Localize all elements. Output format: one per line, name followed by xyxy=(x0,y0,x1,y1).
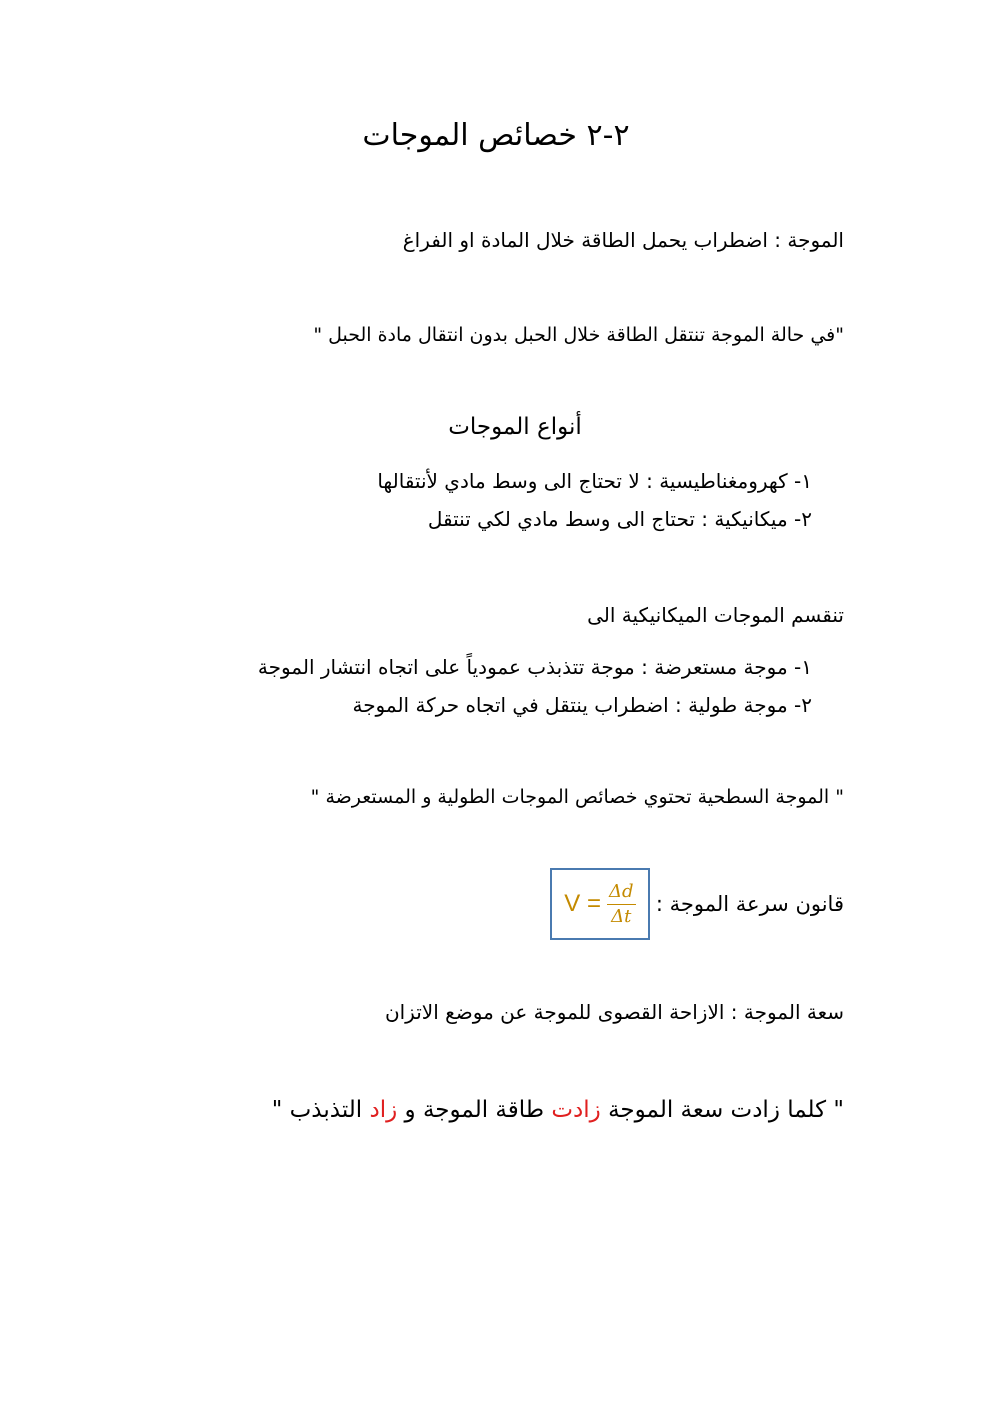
formula-numerator: Δd xyxy=(607,882,636,905)
quote-part-1: " كلما زادت سعة الموجة xyxy=(600,1097,844,1123)
wave-speed-law xyxy=(550,868,844,940)
wave-definition xyxy=(403,228,844,252)
speed-formula-box xyxy=(550,868,650,940)
mechanical-item-1: ١- موجة مستعرضة : موجة تتذبذب عمودياً على اتجاه انتشار الموجة xyxy=(257,655,812,679)
amplitude-energy-quote xyxy=(272,1097,844,1123)
quote-part-3: التذبذب " xyxy=(271,1097,370,1123)
quote-highlight-1: زادت xyxy=(551,1097,601,1123)
quote-highlight-2: زاد xyxy=(369,1097,398,1123)
formula-lhs: V = xyxy=(564,890,601,917)
amplitude-definition: سعة الموجة : الازاحة القصوى للموجة عن موضع الاتزان xyxy=(384,1000,844,1024)
page-title: ٢-٢ خصائص الموجات xyxy=(362,118,630,153)
surface-wave-quote: " الموجة السطحية تحتوي خصائص الموجات الطولية و المستعرضة " xyxy=(310,786,844,808)
definition-separator: : xyxy=(767,228,788,252)
wave-types-heading: أنواع الموجات xyxy=(448,414,582,440)
speed-law-label: قانون سرعة الموجة : xyxy=(655,892,844,916)
quote-part-2: طاقة الموجة و xyxy=(397,1097,552,1123)
rope-quote: "في حالة الموجة تنتقل الطاقة خلال الحبل بدون انتقال مادة الحبل " xyxy=(313,324,844,346)
wave-type-item-2: ٢- ميكانيكية : تحتاج الى وسط مادي لكي تنتقل xyxy=(427,507,812,531)
definition-text: اضطراب يحمل الطاقة خلال المادة او الفراغ xyxy=(402,228,768,252)
mechanical-heading: تنقسم الموجات الميكانيكية الى xyxy=(587,603,844,627)
wave-type-item-1: ١- كهرومغناطيسية : لا تحتاج الى وسط مادي لأنتقالها xyxy=(377,469,812,493)
definition-term: الموجة xyxy=(787,228,844,252)
formula-fraction xyxy=(607,882,636,927)
formula-denominator: Δt xyxy=(611,905,632,927)
mechanical-item-2: ٢- موجة طولية : اضطراب ينتقل في اتجاه حركة الموجة xyxy=(352,693,812,717)
